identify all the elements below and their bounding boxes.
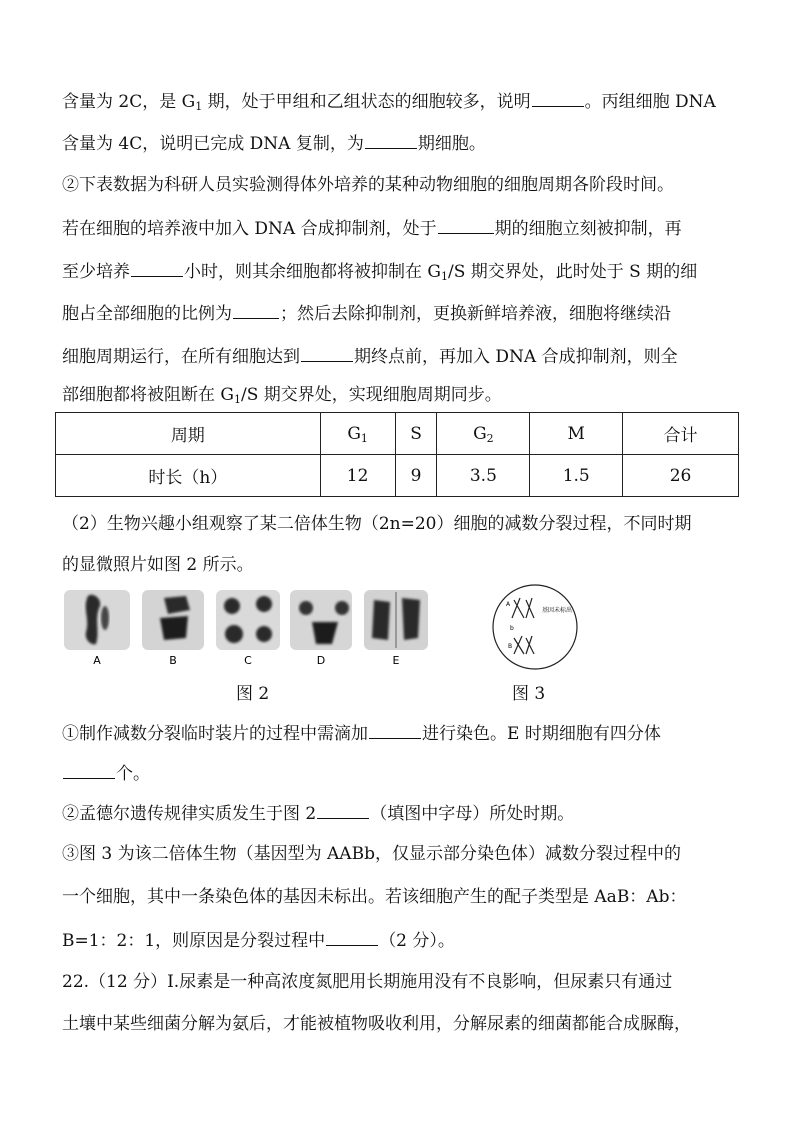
micrograph-label: B xyxy=(169,654,177,667)
table-header-cell: M xyxy=(530,413,623,455)
table-row xyxy=(56,455,739,497)
figure-2-caption: 图 2 xyxy=(236,684,270,704)
text-span: 进行染色。E 时期细胞有四分体 xyxy=(422,724,661,744)
text-span: B=1：2：1，则原因是分裂过程中 xyxy=(62,931,326,951)
text-line xyxy=(62,383,502,407)
text-span: 至少培养 xyxy=(62,262,130,282)
micrograph-b xyxy=(142,590,204,650)
micrograph-label: A xyxy=(93,654,101,667)
text-span: 部细胞都将被阻断在 G xyxy=(62,385,234,405)
micrograph-label: C xyxy=(244,654,252,667)
answer-blank[interactable] xyxy=(301,343,353,362)
text-span: 小时，则其余细胞都将被抑制在 G xyxy=(184,262,441,282)
micrograph-d xyxy=(290,590,352,650)
text-line xyxy=(62,343,678,369)
cell-cycle-table xyxy=(55,412,739,497)
text-span: 期的细胞立刻被抑制，再 xyxy=(494,219,682,239)
text-line xyxy=(62,130,486,156)
subscript: 1 xyxy=(233,393,241,406)
annotation-text: 基因未标出 xyxy=(542,607,573,614)
text-line xyxy=(62,300,671,326)
table-cell: 3.5 xyxy=(437,455,530,497)
text-span: 。丙组细胞 DNA xyxy=(584,92,716,112)
subscript: 1 xyxy=(440,270,448,283)
answer-blank[interactable] xyxy=(532,88,584,107)
text-span: 含量为 2C，是 G xyxy=(62,92,196,112)
text-line: 土壤中某些细菌分解为氨后，才能被植物吸收利用，分解尿素的细菌都能合成脲酶， xyxy=(62,1014,691,1034)
text-span: 含量为 4C，说明已完成 DNA 复制，为 xyxy=(62,134,364,154)
text-span: ②孟德尔遗传规律实质发生于图 2 xyxy=(62,804,317,824)
gene-label: A xyxy=(506,601,511,608)
text-line xyxy=(62,927,455,953)
figure-3-caption: 图 3 xyxy=(512,684,546,704)
micrograph-c xyxy=(216,590,280,650)
answer-blank[interactable] xyxy=(326,927,378,946)
table-header-cell: 周期 xyxy=(56,413,321,455)
answer-blank[interactable] xyxy=(369,720,421,739)
table-cell: 26 xyxy=(623,455,739,497)
table-cell: 9 xyxy=(395,455,437,497)
text-line: （2）生物兴趣小组观察了某二倍体生物（2n=20）细胞的减数分裂过程，不同时期 xyxy=(62,514,692,534)
text-span: 若在细胞的培养液中加入 DNA 合成抑制剂，处于 xyxy=(62,219,437,239)
text-line xyxy=(62,720,661,746)
text-span: /S 期交界处，此时处于 S 期的细 xyxy=(447,262,698,282)
text-line xyxy=(62,215,682,241)
micrograph-label: D xyxy=(316,654,326,667)
text-line xyxy=(62,760,150,786)
gene-label: B xyxy=(508,643,513,650)
text-span: （2 分）。 xyxy=(379,931,455,951)
text-span: 个。 xyxy=(116,764,150,784)
answer-blank[interactable] xyxy=(438,215,494,234)
table-row-label: 时长（h） xyxy=(56,455,321,497)
text-span: ①制作减数分裂临时装片的过程中需滴加 xyxy=(62,724,368,744)
text-span: 期细胞。 xyxy=(417,134,486,154)
text-line xyxy=(62,800,574,826)
chromosomes xyxy=(512,598,534,654)
answer-blank[interactable] xyxy=(317,800,369,819)
text-span: （填图中字母）所处时期。 xyxy=(370,804,575,824)
answer-blank[interactable] xyxy=(63,760,115,779)
micrograph-label: E xyxy=(392,654,400,667)
text-span: 细胞周期运行，在所有细胞达到 xyxy=(62,347,300,367)
text-line: 的显微照片如图 2 所示。 xyxy=(62,555,254,575)
text-line: ③图 3 为该二倍体生物（基因型为 AABb，仅显示部分染色体）减数分裂过程中的 xyxy=(62,844,681,864)
text-span: 期，处于甲组和乙组状态的细胞较多，说明 xyxy=(202,92,531,112)
gene-label: b xyxy=(510,625,514,632)
text-line: 22.（12 分）Ⅰ.尿素是一种高浓度氮肥用长期施用没有不良影响，但尿素只有通过 xyxy=(62,972,673,992)
subscript: 1 xyxy=(195,100,203,113)
micrograph-a xyxy=(64,590,130,650)
table-header-cell: 合计 xyxy=(623,413,739,455)
text-span: /S 期交界处，实现细胞周期同步。 xyxy=(240,385,502,405)
text-line: 一个细胞，其中一条染色体的基因未标出。若该细胞产生的配子类型是 AaB：Ab： xyxy=(62,887,687,907)
answer-blank[interactable] xyxy=(365,130,417,149)
text-span: 期终点前，再加入 DNA 合成抑制剂，则全 xyxy=(354,347,678,367)
answer-blank[interactable] xyxy=(233,300,279,319)
text-line xyxy=(62,88,716,114)
answer-blank[interactable] xyxy=(131,258,183,277)
text-line xyxy=(62,258,697,284)
text-span: ；然后去除抑制剂，更换新鲜培养液，细胞将继续沿 xyxy=(280,304,671,324)
table-header-cell: S xyxy=(395,413,437,455)
text-span: 胞占全部细胞的比例为 xyxy=(62,304,232,324)
figure-3-cell-diagram xyxy=(490,582,580,672)
table-header-cell: $G_1$ xyxy=(320,413,395,455)
micrograph-e xyxy=(364,590,428,650)
table-header-row xyxy=(56,413,739,455)
figure-2-micrographs xyxy=(60,588,440,668)
cell-membrane xyxy=(493,585,577,669)
table-header-cell: $G_2$ xyxy=(437,413,530,455)
text-line: ②下表数据为科研人员实验测得体外培养的某种动物细胞的细胞周期各阶段时间。 xyxy=(62,175,674,195)
table-cell: 12 xyxy=(320,455,395,497)
table-cell: 1.5 xyxy=(530,455,623,497)
